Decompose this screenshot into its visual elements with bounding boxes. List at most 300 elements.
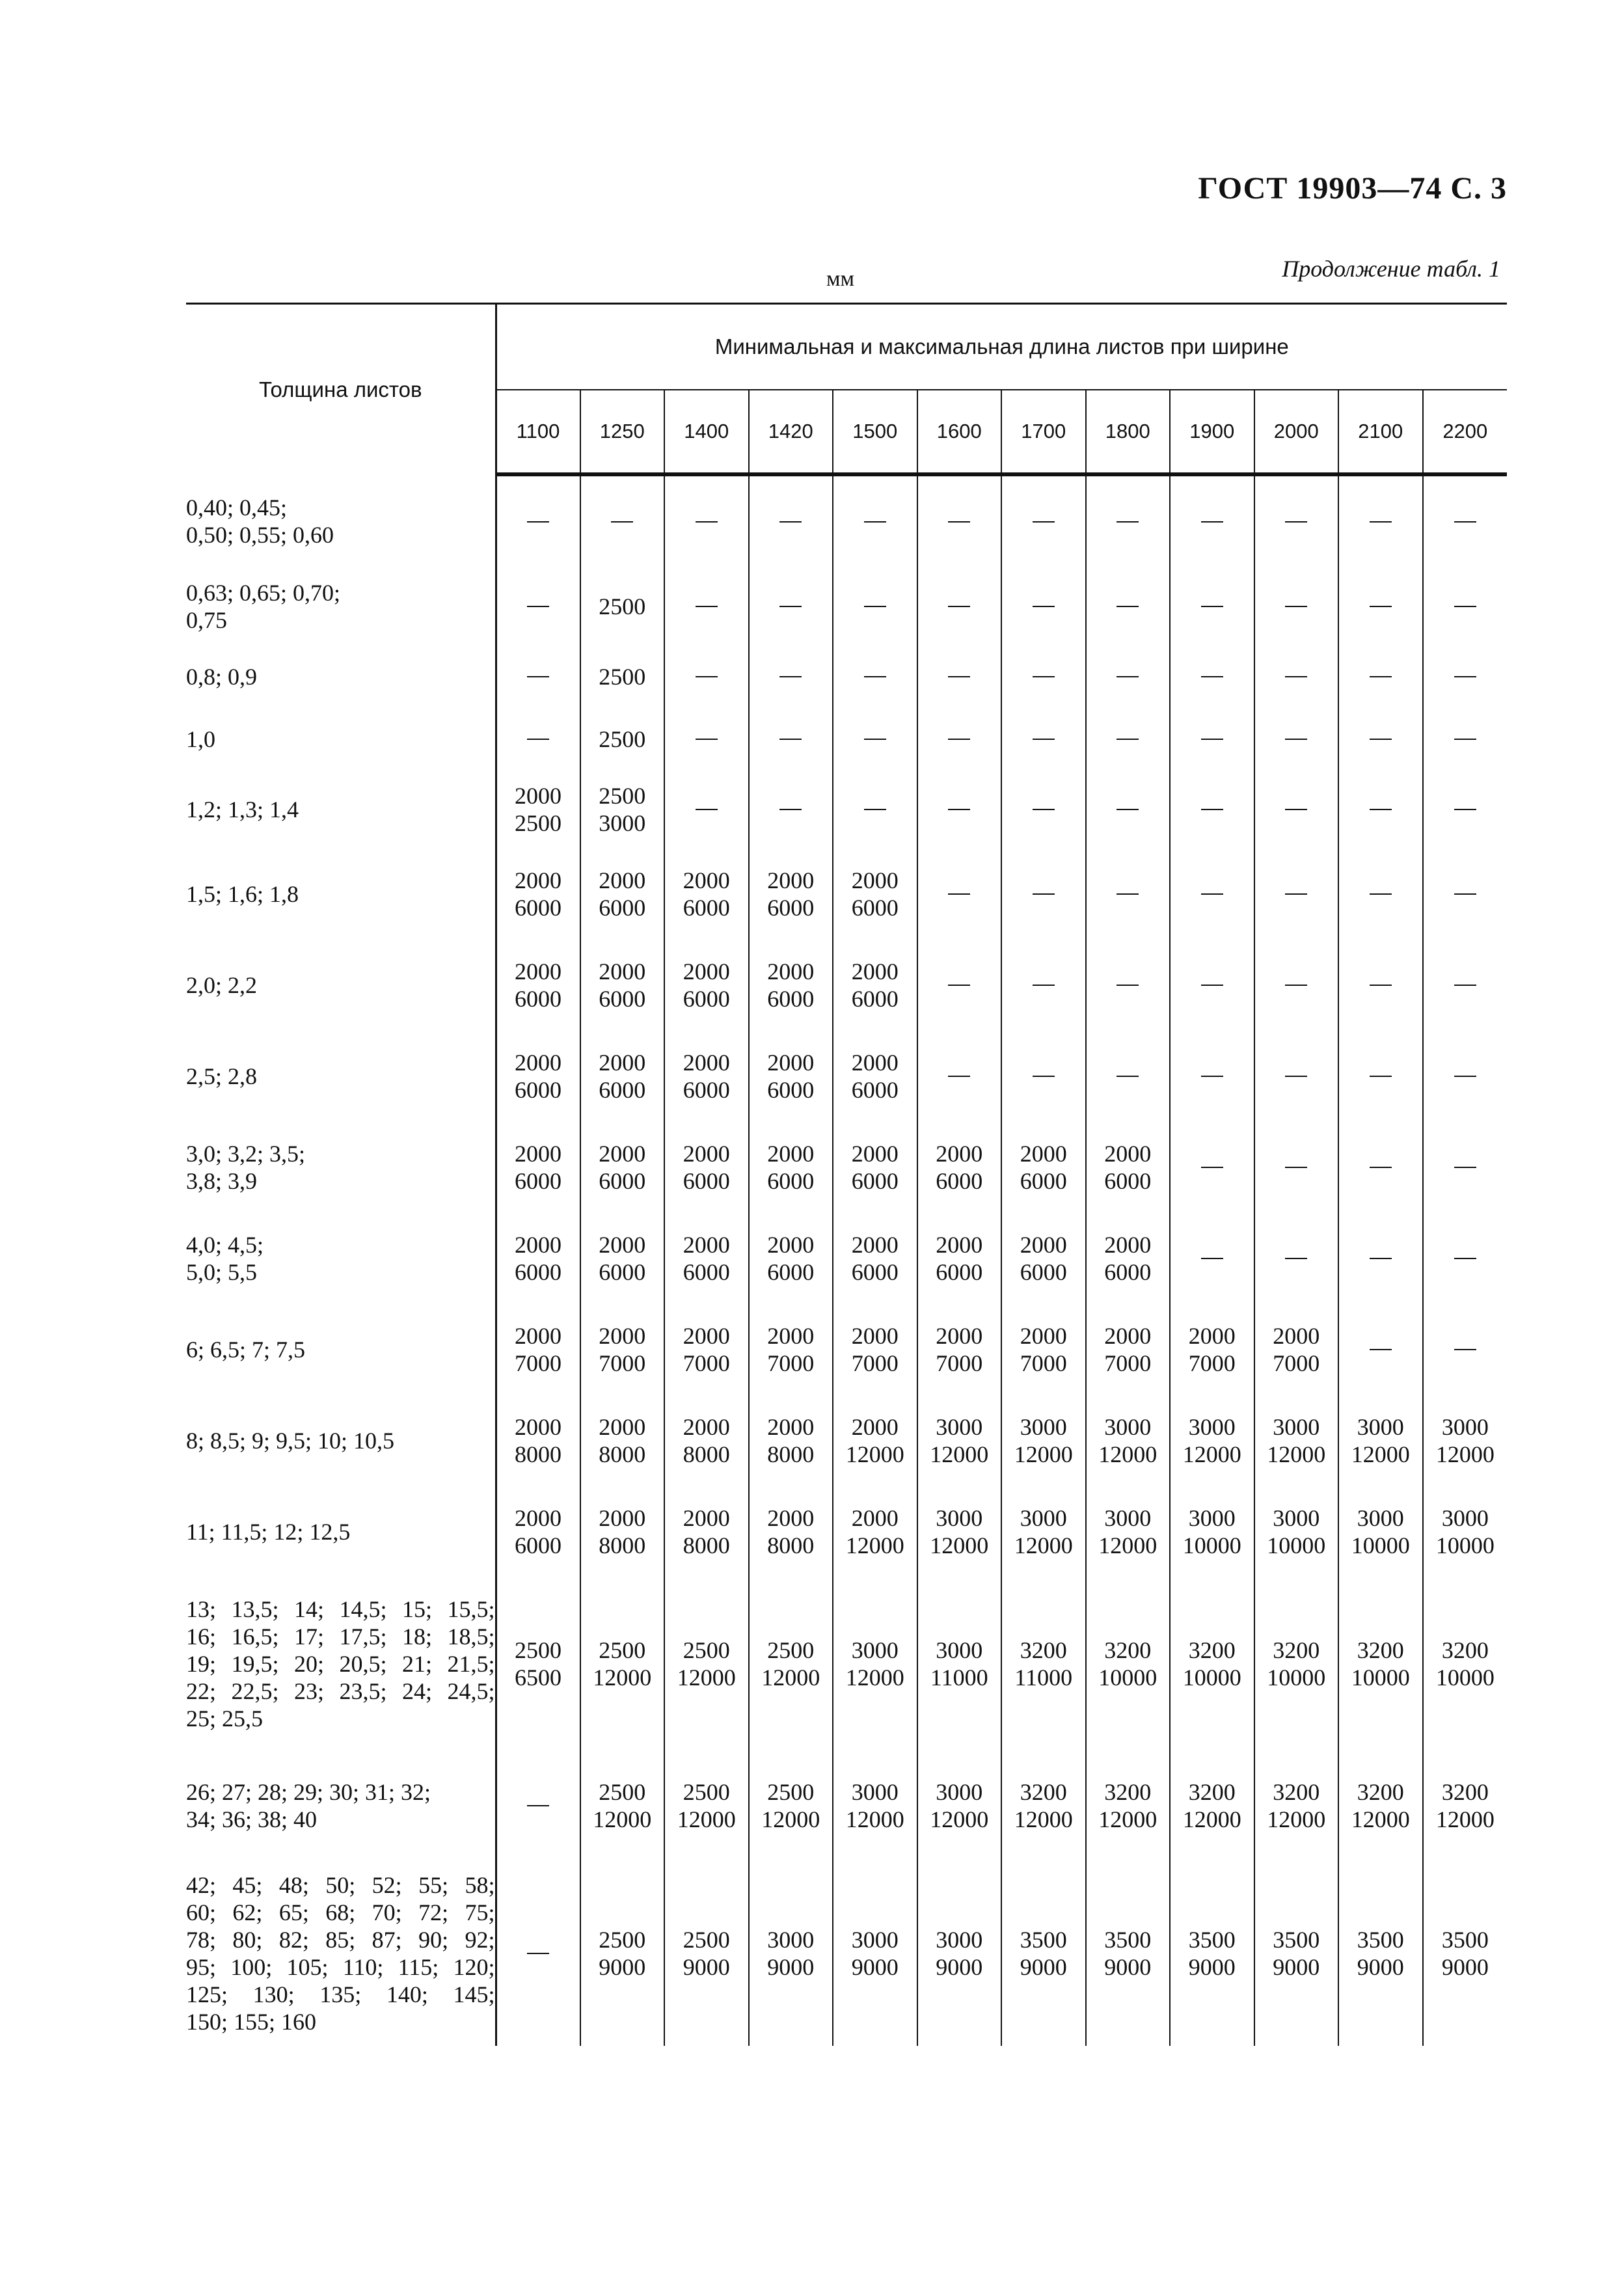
dash-mark	[1370, 893, 1392, 895]
max-length-value: 6000	[936, 1259, 983, 1285]
page-header-doc-ref: ГОСТ 19903—74 С. 3	[1198, 171, 1507, 206]
dash-mark	[1116, 1076, 1139, 1077]
max-length-value: 6000	[1104, 1259, 1152, 1285]
length-cell-content	[581, 1122, 664, 1213]
dash-mark	[696, 521, 718, 523]
length-cell	[1086, 1213, 1171, 1304]
dash-mark	[1370, 1349, 1392, 1350]
length-cell	[1338, 1031, 1423, 1122]
dash-mark	[696, 739, 718, 740]
length-cell	[1001, 1861, 1086, 2046]
dash-mark	[1370, 739, 1392, 740]
dash-mark	[527, 676, 549, 677]
dash-mark	[1201, 521, 1223, 523]
min-length-value: 3000	[936, 1414, 983, 1440]
length-cell-content	[918, 940, 1001, 1031]
min-length-value: 2500	[599, 1637, 646, 1663]
length-cell	[1170, 849, 1254, 940]
min-length-value: 2000	[767, 1050, 815, 1076]
max-length-value: 7000	[1104, 1350, 1152, 1376]
length-cell	[749, 849, 833, 940]
length-cell	[917, 1304, 1002, 1395]
dash-mark	[779, 809, 802, 810]
length-cell	[1254, 567, 1339, 646]
max-length-value: 12000	[1098, 1441, 1157, 1467]
min-length-value: 2000	[599, 1050, 646, 1076]
dash-mark	[527, 1953, 549, 1954]
length-cell	[580, 567, 665, 646]
length-cell-content	[1002, 1304, 1085, 1395]
length-cell	[917, 1122, 1002, 1213]
length-cell	[917, 708, 1002, 770]
min-length-value: 3500	[1441, 1927, 1489, 1953]
length-cell-content	[1087, 1577, 1170, 1750]
length-cell-content	[1339, 1750, 1422, 1861]
min-length-value: 2000	[683, 1232, 730, 1258]
length-cell	[1423, 708, 1508, 770]
table-row	[186, 1861, 1507, 2046]
thickness-line: 3,8; 3,9	[186, 1168, 258, 1194]
min-length-value: 3200	[1020, 1637, 1067, 1663]
length-cell-content	[665, 1304, 748, 1395]
length-cell	[1338, 770, 1423, 849]
length-cell-content	[750, 1395, 833, 1486]
length-cell-content	[581, 849, 664, 940]
length-cell	[1170, 1122, 1254, 1213]
dash-mark	[1116, 676, 1139, 677]
dash-mark	[948, 739, 970, 740]
length-cell-content	[497, 1750, 580, 1861]
thickness-cell	[186, 770, 496, 849]
length-cell-content	[918, 1031, 1001, 1122]
length-cell	[580, 1750, 665, 1861]
length-cell-content	[581, 1577, 664, 1750]
length-cell-content	[750, 1861, 833, 2046]
min-length-value: 2000	[767, 1232, 815, 1258]
length-cell	[749, 567, 833, 646]
length-cell-content	[1171, 567, 1254, 646]
length-cell	[1254, 646, 1339, 708]
length-cell	[833, 646, 917, 708]
width-header-2100: 2100	[1338, 390, 1423, 474]
length-cell-content	[1255, 1031, 1338, 1122]
length-cell	[1086, 646, 1171, 708]
length-cell	[833, 474, 917, 567]
dash-mark	[696, 809, 718, 810]
min-length-value: 2000	[851, 1414, 899, 1440]
length-cell	[580, 849, 665, 940]
dash-mark	[1454, 1167, 1476, 1168]
thickness-cell	[186, 1304, 496, 1395]
length-cell	[1170, 646, 1254, 708]
max-length-value: 6000	[683, 1259, 730, 1285]
min-length-value: 3200	[1188, 1637, 1236, 1663]
dash-mark	[864, 739, 886, 740]
max-length-value: 12000	[845, 1532, 904, 1558]
length-cell	[664, 1304, 749, 1395]
length-cell-content	[1002, 476, 1085, 567]
length-cell-content	[918, 1122, 1001, 1213]
dash-mark	[1201, 676, 1223, 677]
length-cell	[1254, 1577, 1339, 1750]
length-cell-content	[750, 1213, 833, 1304]
dash-mark	[1033, 676, 1055, 677]
length-cell-content	[833, 1031, 917, 1122]
length-cell-content	[1171, 1577, 1254, 1750]
max-length-value: 6000	[683, 895, 730, 921]
length-cell-content	[918, 849, 1001, 940]
length-cell-content	[1171, 708, 1254, 770]
max-length-value: 6000	[1020, 1168, 1067, 1194]
table-continuation-label: Продолжение табл. 1	[1282, 256, 1500, 282]
length-cell-content	[1339, 476, 1422, 567]
length-cell-content	[833, 770, 917, 849]
min-length-value: 2000	[851, 1232, 899, 1258]
max-length-value: 12000	[677, 1665, 736, 1691]
min-length-value: 3000	[1188, 1505, 1236, 1531]
max-length-value: 12000	[761, 1806, 820, 1832]
max-length-value: 11000	[930, 1665, 988, 1691]
min-length-value: 2000	[851, 958, 899, 985]
length-cell	[1170, 1577, 1254, 1750]
length-cell	[1423, 567, 1508, 646]
length-cell-content	[497, 1122, 580, 1213]
dash-mark	[1454, 1349, 1476, 1350]
length-cell	[917, 474, 1002, 567]
length-cell	[496, 646, 580, 708]
length-cell-content	[750, 849, 833, 940]
min-length-value: 2000	[683, 867, 730, 893]
length-cell	[1254, 1395, 1339, 1486]
dash-mark	[779, 606, 802, 607]
max-length-value: 6000	[683, 1077, 730, 1103]
length-cell	[1338, 646, 1423, 708]
length-cell-content	[833, 1750, 917, 1861]
thickness-line: 95; 100; 105; 110; 115; 120;	[186, 1954, 495, 1980]
min-length-value: 3000	[767, 1927, 815, 1953]
length-cell	[917, 1861, 1002, 2046]
length-cell	[833, 1750, 917, 1861]
length-cell	[664, 708, 749, 770]
length-cell-content	[750, 1304, 833, 1395]
length-cell-content	[1424, 770, 1508, 849]
dash-mark	[1454, 809, 1476, 810]
length-cell	[749, 1486, 833, 1577]
dash-mark	[1285, 1167, 1307, 1168]
length-cell	[1001, 1031, 1086, 1122]
length-cell-content	[497, 1861, 580, 2046]
max-length-value: 6000	[515, 895, 562, 921]
length-cell-content	[1171, 476, 1254, 567]
length-cell-content	[1002, 646, 1085, 708]
length-cell	[1254, 940, 1339, 1031]
length-cell	[1170, 567, 1254, 646]
length-cell	[1170, 1486, 1254, 1577]
length-cell	[833, 849, 917, 940]
max-length-value: 12000	[845, 1441, 904, 1467]
length-cell-content	[665, 1395, 748, 1486]
length-cell	[1001, 1486, 1086, 1577]
max-length-value: 6000	[515, 1532, 562, 1558]
width-header-1100: 1100	[496, 390, 580, 474]
dash-mark	[1116, 893, 1139, 895]
length-cell-content	[1171, 1486, 1254, 1577]
length-cell-content	[918, 1213, 1001, 1304]
min-length-value: 2000	[515, 867, 562, 893]
length-cell-content	[1424, 1213, 1508, 1304]
length-cell-content	[1424, 1031, 1508, 1122]
dash-mark	[1285, 1076, 1307, 1077]
length-cell-content	[833, 1577, 917, 1750]
length-cell-content	[497, 567, 580, 646]
min-length-value: 2000	[515, 1505, 562, 1531]
length-cell-content	[1002, 1486, 1085, 1577]
length-cell	[1170, 1861, 1254, 2046]
length-cell	[1254, 1213, 1339, 1304]
length-cell-content	[1255, 567, 1338, 646]
length-cell	[749, 1031, 833, 1122]
max-length-value: 6000	[599, 986, 646, 1012]
thickness-line: 78; 80; 82; 85; 87; 90; 92;	[186, 1927, 495, 1953]
min-length-value: 3000	[936, 1637, 983, 1663]
length-cell-content	[1087, 476, 1170, 567]
length-cell-content	[581, 1031, 664, 1122]
length-cell	[1170, 770, 1254, 849]
min-length-value: 2000	[767, 1414, 815, 1440]
length-cell-content	[750, 1577, 833, 1750]
max-length-value: 12000	[677, 1806, 736, 1832]
min-length-value: 2000	[515, 1050, 562, 1076]
dash-mark	[948, 809, 970, 810]
max-length-value: 11000	[1014, 1665, 1073, 1691]
length-cell	[749, 474, 833, 567]
min-length-value: 3000	[936, 1779, 983, 1805]
thickness-line: 16; 16,5; 17; 17,5; 18; 18,5;	[186, 1624, 495, 1650]
min-length-value: 3200	[1357, 1637, 1404, 1663]
dash-mark	[1201, 985, 1223, 986]
length-cell	[1086, 1486, 1171, 1577]
dash-mark	[1033, 606, 1055, 607]
max-length-value: 12000	[930, 1806, 989, 1832]
length-cell-content	[497, 849, 580, 940]
min-length-value: 2500	[515, 1637, 562, 1663]
min-length-value: 2000	[851, 1141, 899, 1167]
max-length-value: 6000	[851, 986, 899, 1012]
length-cell-content	[581, 770, 664, 849]
max-length-value: 9000	[1020, 1954, 1067, 1980]
width-header-2200: 2200	[1423, 390, 1508, 474]
length-cell-content	[918, 1395, 1001, 1486]
dash-mark	[948, 1076, 970, 1077]
max-length-value: 10000	[1267, 1532, 1326, 1558]
max-length-value: 12000	[1351, 1441, 1410, 1467]
min-length-value: 2000	[851, 867, 899, 893]
length-cell-content	[1002, 708, 1085, 770]
length-cell-content	[1087, 567, 1170, 646]
length-cell-content	[1087, 1031, 1170, 1122]
max-length-value: 10000	[1098, 1665, 1157, 1691]
dash-mark	[1370, 1076, 1392, 1077]
length-cell	[1254, 1750, 1339, 1861]
dash-mark	[1454, 739, 1476, 740]
dash-mark	[1033, 1076, 1055, 1077]
dash-mark	[1116, 739, 1139, 740]
length-cell	[664, 770, 749, 849]
max-length-value: 6000	[851, 895, 899, 921]
max-length-value: 6000	[851, 1077, 899, 1103]
length-cell-content	[1339, 567, 1422, 646]
length-cell	[1001, 1122, 1086, 1213]
length-cell	[1338, 1486, 1423, 1577]
length-cell	[496, 770, 580, 849]
thickness-line: 0,8; 0,9	[186, 664, 258, 690]
min-length-value: 2000	[767, 1141, 815, 1167]
length-cell-content	[665, 940, 748, 1031]
min-length-value: 3500	[1273, 1927, 1320, 1953]
length-cell-content	[1255, 849, 1338, 940]
table-row	[186, 1395, 1507, 1486]
max-length-value: 9000	[851, 1954, 899, 1980]
min-length-value: 2500	[599, 726, 646, 752]
max-length-value: 8000	[767, 1532, 815, 1558]
dash-mark	[1285, 893, 1307, 895]
length-cell-content	[1424, 940, 1508, 1031]
min-length-value: 2500	[599, 783, 646, 809]
length-cell	[1423, 1395, 1508, 1486]
length-cell	[1254, 1122, 1339, 1213]
max-length-value: 6000	[515, 986, 562, 1012]
length-cell-content	[581, 1486, 664, 1577]
length-cell	[917, 646, 1002, 708]
table-row	[186, 1304, 1507, 1395]
min-length-value: 3500	[1104, 1927, 1152, 1953]
length-cell	[1254, 1304, 1339, 1395]
max-length-value: 6000	[1104, 1168, 1152, 1194]
dash-mark	[1201, 1258, 1223, 1259]
length-cell	[1338, 940, 1423, 1031]
length-cell-content	[1255, 476, 1338, 567]
max-length-value: 12000	[1014, 1532, 1073, 1558]
max-length-value: 6000	[851, 1168, 899, 1194]
length-cell-content	[1339, 1031, 1422, 1122]
max-length-value: 7000	[1020, 1350, 1067, 1376]
dash-mark	[1370, 676, 1392, 677]
max-length-value: 6000	[767, 1259, 815, 1285]
length-cell-content	[1171, 770, 1254, 849]
min-length-value: 3200	[1441, 1779, 1489, 1805]
length-cell-content	[833, 646, 917, 708]
min-length-value: 3000	[1188, 1414, 1236, 1440]
width-header-1250: 1250	[580, 390, 665, 474]
length-cell	[1338, 849, 1423, 940]
max-length-value: 12000	[1267, 1806, 1326, 1832]
length-cell-content	[1087, 1750, 1170, 1861]
dash-mark	[779, 521, 802, 523]
thickness-line: 6; 6,5; 7; 7,5	[186, 1337, 306, 1363]
length-cell	[1338, 1577, 1423, 1750]
length-cell	[749, 1213, 833, 1304]
length-cell-content	[665, 1750, 748, 1861]
min-length-value: 2500	[599, 593, 646, 619]
dash-mark	[864, 676, 886, 677]
length-cell-content	[665, 1213, 748, 1304]
length-cell-content	[497, 1031, 580, 1122]
max-length-value: 8000	[515, 1441, 562, 1467]
length-cell-content	[1339, 1304, 1422, 1395]
length-cell-content	[1087, 1395, 1170, 1486]
min-length-value: 3200	[1104, 1779, 1152, 1805]
length-cell-content	[1087, 708, 1170, 770]
length-cell	[580, 1395, 665, 1486]
length-cell	[833, 708, 917, 770]
max-length-value: 6000	[599, 895, 646, 921]
min-length-value: 2000	[683, 958, 730, 985]
length-cell	[496, 1395, 580, 1486]
length-cell-content	[665, 1577, 748, 1750]
max-length-value: 3000	[599, 810, 646, 836]
length-cell	[1086, 1577, 1171, 1750]
length-cell	[1423, 940, 1508, 1031]
dash-mark	[1285, 739, 1307, 740]
length-cell	[580, 1213, 665, 1304]
thickness-line: 150; 155; 160	[186, 2009, 317, 2035]
max-length-value: 6000	[515, 1077, 562, 1103]
min-length-value: 2000	[767, 958, 815, 985]
max-length-value: 6000	[1020, 1259, 1067, 1285]
min-length-value: 3000	[1441, 1414, 1489, 1440]
min-length-value: 2000	[1104, 1232, 1152, 1258]
length-cell	[749, 1861, 833, 2046]
table-row	[186, 1213, 1507, 1304]
length-cell	[1338, 1395, 1423, 1486]
length-cell-content	[1087, 1122, 1170, 1213]
length-cell	[1086, 708, 1171, 770]
length-cell	[496, 1577, 580, 1750]
length-cell	[664, 1486, 749, 1577]
length-cell-content	[1087, 646, 1170, 708]
min-length-value: 3200	[1273, 1779, 1320, 1805]
dash-mark	[1370, 606, 1392, 607]
length-cell-content	[1339, 1213, 1422, 1304]
length-cell-content	[833, 567, 917, 646]
length-cell-content	[665, 646, 748, 708]
min-length-value: 2000	[1104, 1141, 1152, 1167]
max-length-value: 8000	[683, 1441, 730, 1467]
dash-mark	[864, 521, 886, 523]
length-cell-content	[1002, 1395, 1085, 1486]
width-header-1500: 1500	[833, 390, 917, 474]
min-length-value: 2000	[515, 1141, 562, 1167]
length-cell	[580, 1031, 665, 1122]
min-length-value: 2000	[599, 958, 646, 985]
dash-mark	[1201, 739, 1223, 740]
min-length-value: 3000	[1020, 1505, 1067, 1531]
table-row	[186, 1577, 1507, 1750]
thickness-line: 0,63; 0,65; 0,70;	[186, 580, 341, 606]
length-cell-content	[750, 1750, 833, 1861]
max-length-value: 12000	[593, 1806, 652, 1832]
max-length-value: 7000	[851, 1350, 899, 1376]
length-cell	[833, 1577, 917, 1750]
dash-mark	[1370, 985, 1392, 986]
length-cell-content	[1424, 1304, 1508, 1395]
length-cell	[496, 1122, 580, 1213]
table-row	[186, 708, 1507, 770]
length-cell-content	[1255, 1577, 1338, 1750]
length-cell-content	[1087, 849, 1170, 940]
length-cell-content	[1087, 1213, 1170, 1304]
length-cell-content	[918, 646, 1001, 708]
